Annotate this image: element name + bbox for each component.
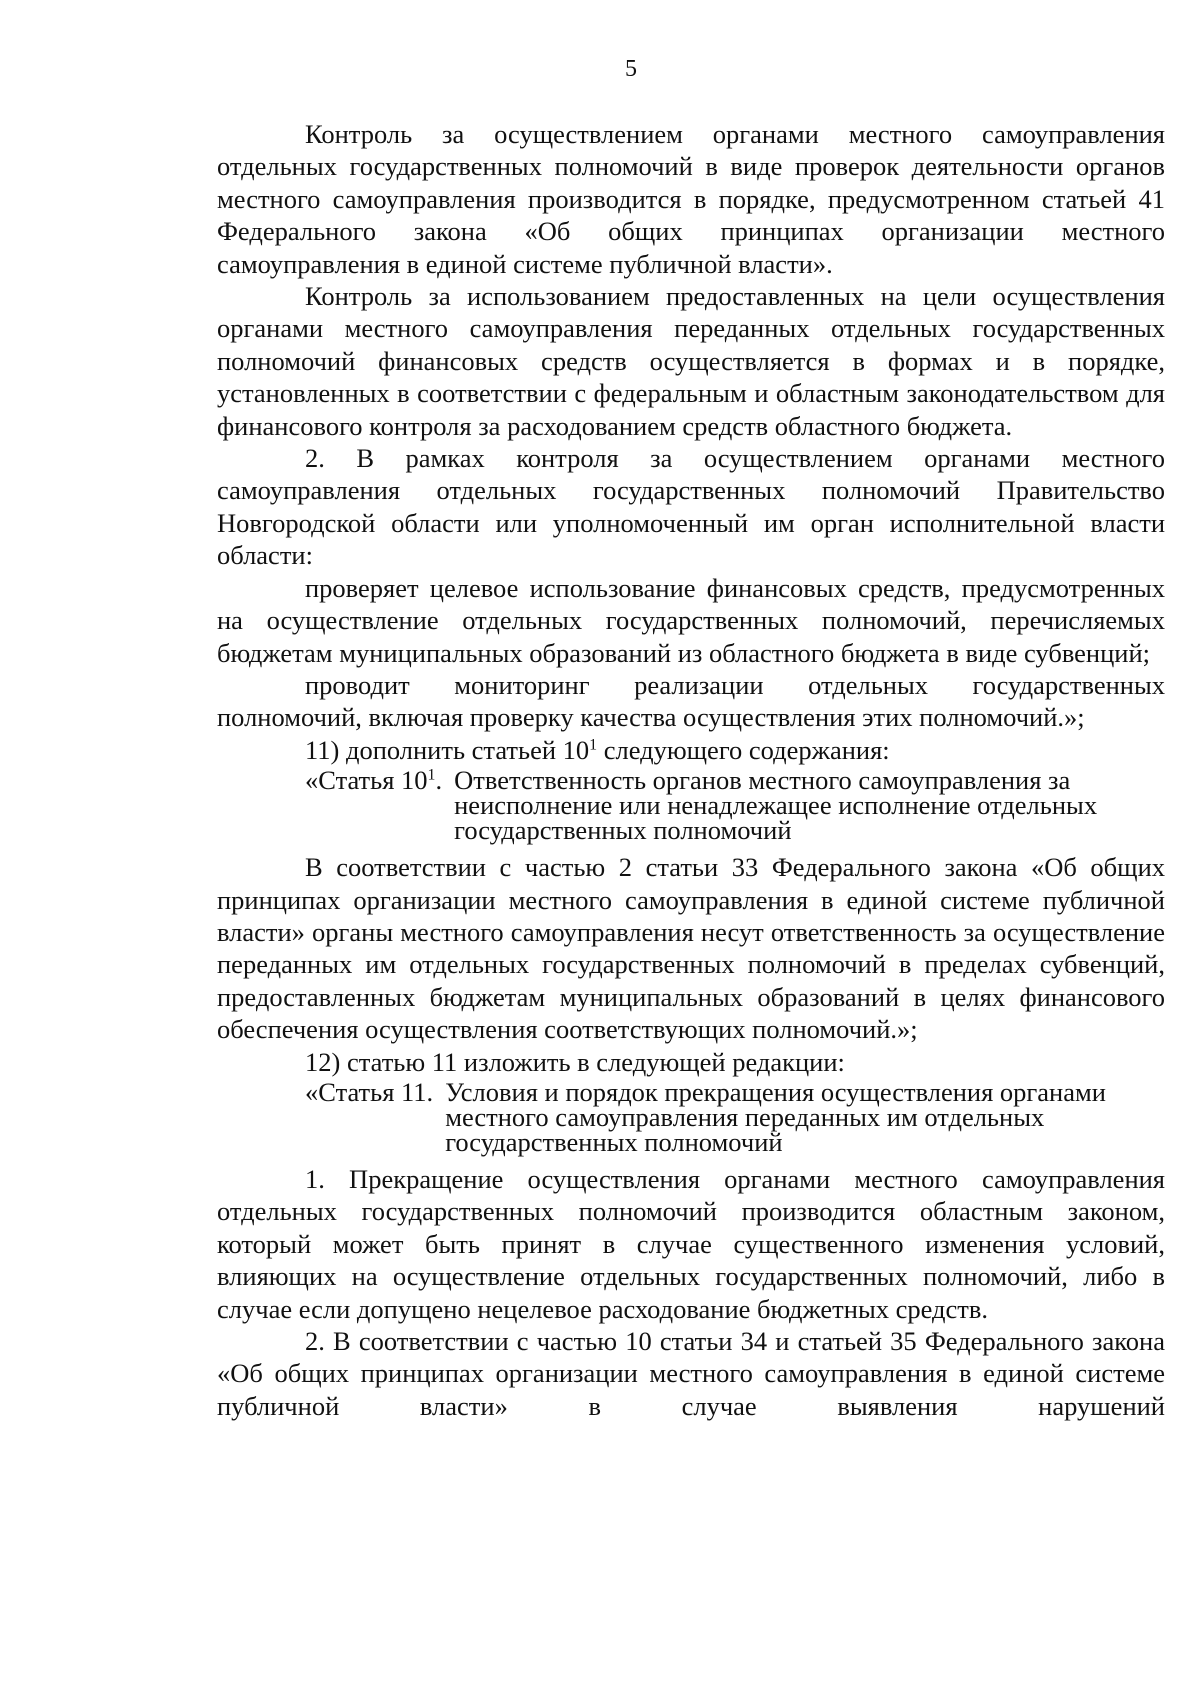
paragraph: проводит мониторинг реализации отдельных государственных полномочий, включая проверку качества осуществления этих полномочий.»; (217, 669, 1165, 733)
amendment-item-12: 12) статью 11 изложить в следующей редакции: (305, 1046, 845, 1077)
paragraph: Контроль за использованием предоставленных на цели осуществления органами местного самоуправления переданных отдельных государственных полномочий финансовых средств осуществляется в формах и в порядке, установленных в соответствии с федеральным и областным законодательством для финансового контроля за расходованием средств областного бюджета. (217, 281, 1165, 441)
article-title: Условия и порядок прекращения осуществления органами местного самоуправления переданных им отдельных государственных полномочий (445, 1076, 1106, 1157)
article-heading-11 (305, 1076, 1165, 1157)
article-label: «Статья 11. (305, 1076, 434, 1107)
article-title: Ответственность органов местного самоуправления за неисполнение или ненадлежащее исполнение отдельных государственных полномочий (454, 765, 1098, 846)
amendment-item-11-text: 11) дополнить статьей 10 (305, 734, 590, 765)
paragraph: Контроль за осуществлением органами местного самоуправления отдельных государственных полномочий в виде проверок деятельности органов местного самоуправления производится в порядке, предусмотренном статьей 41 Федерального закона «Об общих принципах организации местного самоуправления в единой системе публичной власти». (217, 119, 1165, 279)
document-body (217, 118, 1165, 1422)
superscript: 1 (589, 736, 598, 754)
paragraph: 2. В соответствии с частью 10 статьи 34 и статьей 35 Федерального закона «Об общих принципах организации местного самоуправления в единой системе публичной власти» в случае выявления нарушений (217, 1326, 1165, 1421)
superscript: 1 (427, 766, 436, 784)
amendment-item-11-text-end: следующего содержания: (597, 734, 890, 765)
article-heading-10-1 (305, 765, 1165, 846)
paragraph: В соответствии с частью 2 статьи 33 Федерального закона «Об общих принципах организации местного самоуправления в единой системе публичной власти» органы местного самоуправления несут ответственность за осуществление переданных им отдельных государственных полномочий в пределах субвенций, предоставленных бюджетам муниципальных образований в целях финансового обеспечения осуществления соответствующих полномочий.»; (217, 852, 1165, 1045)
page-number: 5 (625, 56, 637, 82)
article-label (305, 765, 454, 843)
article-label-dot: . (435, 765, 443, 796)
paragraph: проверяет целевое использование финансовых средств, предусмотренных на осуществление отдельных государственных полномочий, перечисляемых бюджетам муниципальных образований из областного бюджета в виде субвенций; (217, 572, 1165, 668)
amendment-item-11 (217, 734, 1165, 766)
article-label-text: «Статья 10 (305, 765, 428, 796)
paragraph: 1. Прекращение осуществления органами местного самоуправления отдельных государственных полномочий производится областным законом, который может быть принят в случае существенного изменения условий, влияющих на осуществление отдельных государственных полномочий, либо в случае если допущено нецелевое расходование бюджетных средств. (217, 1163, 1165, 1324)
paragraph: 2. В рамках контроля за осуществлением органами местного самоуправления отдельных государственных полномочий Правительство Новгородской области или уполномоченный им орган исполнительной власти области: (217, 443, 1165, 571)
